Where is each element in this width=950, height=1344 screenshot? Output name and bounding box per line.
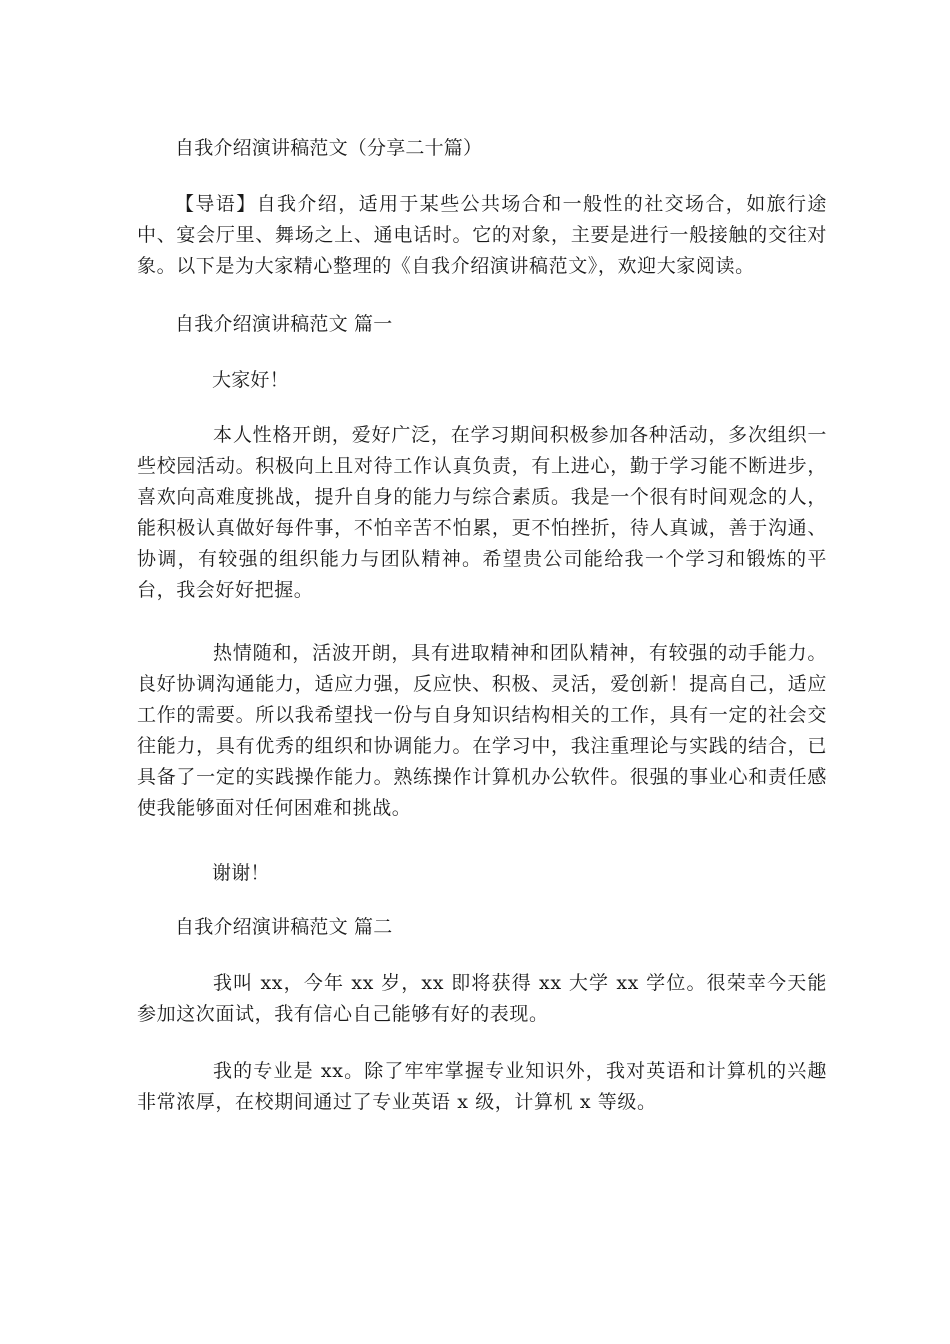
section2-paragraph-2: 我的专业是 xx。除了牢牢掌握专业知识外，我对英语和计算机的兴趣非常浓厚，在校期间通过了专业英语 x 级，计算机 x 等级。 bbox=[137, 1060, 827, 1113]
section-heading-2: 自我介绍演讲稿范文 篇二 bbox=[175, 916, 393, 938]
intro-paragraph: 【导语】自我介绍，适用于某些公共场合和一般性的社交场合，如旅行途中、宴会厅里、舞场之上、通电话时。它的对象，主要是进行一般接触的交往对象。以下是为大家精心整理的《自我介绍演讲稿范文》，欢迎大家阅读。 bbox=[137, 193, 827, 277]
section1-paragraph-1: 本人性格开朗，爱好广泛，在学习期间积极参加各种活动，多次组织一些校园活动。积极向上且对待工作认真负责，有上进心，勤于学习能不断进步，喜欢向高难度挑战，提升自身的能力与综合素质。我是一个很有时间观念的人，能积极认真做好每件事，不怕辛苦不怕累，更不怕挫折，待人真诚，善于沟通、协调，有较强的组织能力与团队精神。希望贵公司能给我一个学习和锻炼的平台，我会好好把握。 bbox=[137, 424, 827, 601]
section2-paragraph-1: 我叫 xx，今年 xx 岁，xx 即将获得 xx 大学 xx 学位。很荣幸今天能参加这次面试，我有信心自己能够有好的表现。 bbox=[137, 972, 827, 1025]
thanks-text: 谢谢！ bbox=[212, 862, 270, 884]
document-title: 自我介绍演讲稿范文（分享二十篇） bbox=[175, 137, 483, 159]
section-heading-1: 自我介绍演讲稿范文 篇一 bbox=[175, 313, 393, 335]
section1-paragraph-2: 热情随和，活波开朗，具有进取精神和团队精神，有较强的动手能力。良好协调沟通能力，适应力强，反应快、积极、灵活，爱创新！提高自己，适应工作的需要。所以我希望找一份与自身知识结构相关的工作，具有一定的社会交往能力，具有优秀的组织和协调能力。在学习中，我注重理论与实践的结合，已具备了一定的实践操作能力。熟练操作计算机办公软件。很强的事业心和责任感使我能够面对任何困难和挑战。 bbox=[137, 642, 827, 819]
greeting-text: 大家好！ bbox=[212, 369, 289, 391]
